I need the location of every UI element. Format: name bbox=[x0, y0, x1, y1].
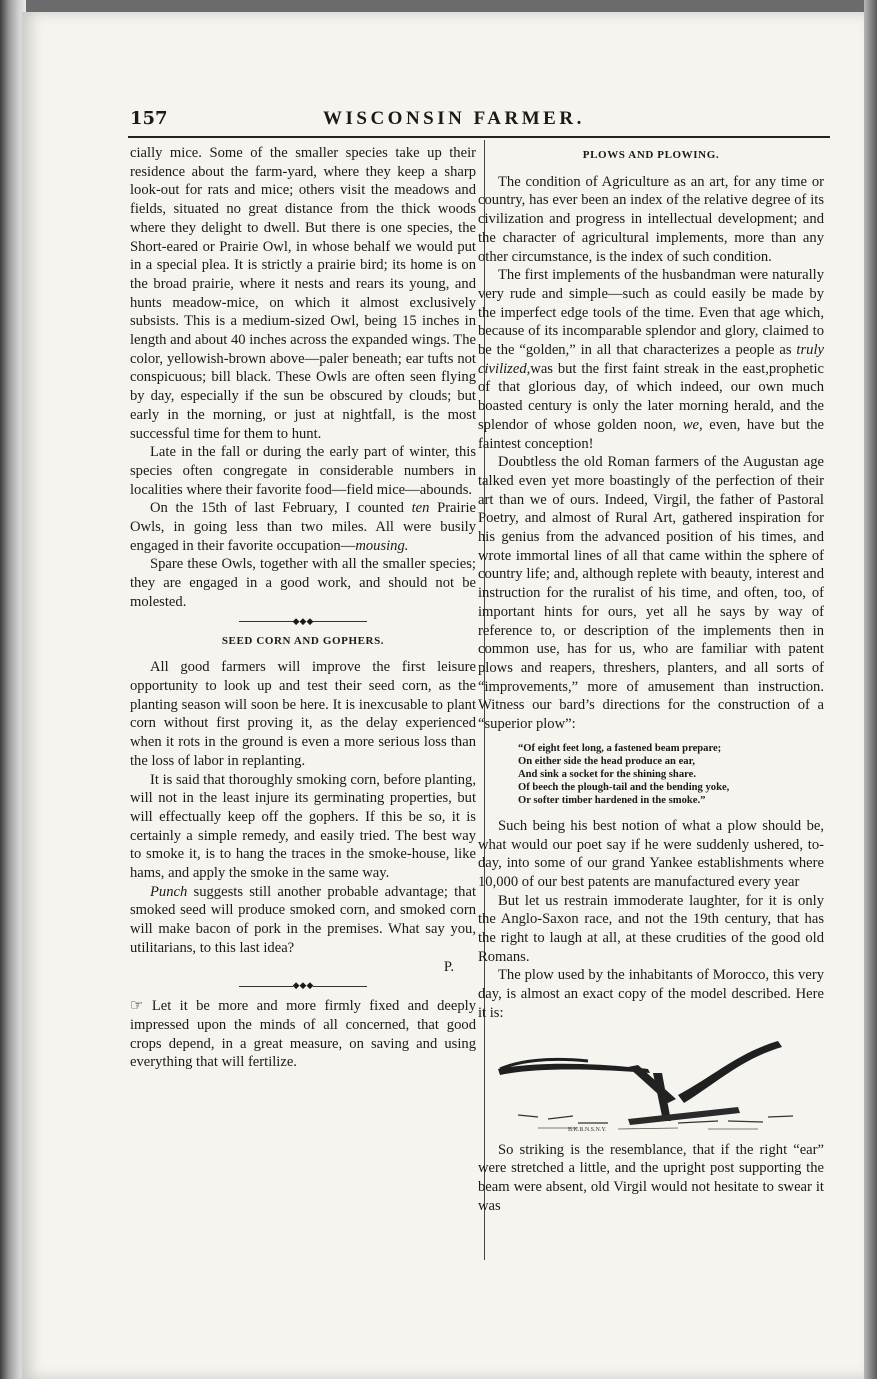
owl-paragraph-2: Late in the fall or during the early part of winter, this species often congregate in considerable numbers in localities where their favorite food—field mice—abounds. bbox=[130, 444, 476, 498]
plows-paragraph-2: The first implements of the husbandman were naturally very rude and simple—such as could easily be made by the imperfect edge tools of the time. Even that age which, because of its incomparable splendor and glory, claimed to be the “golden,” in all that characterizes a people as truly civilized,was but the first faint streak in the east,prophetic of that glorious day, of which indeed, our own much boasted century is only the later morning herald, and the splendor of whose golden noon, we, even, have but the faintest conception! bbox=[478, 267, 824, 452]
section-separator: ◆◆◆ bbox=[130, 616, 476, 626]
fertilize-paragraph: ☞ Let it be more and more firmly fixed and deeply impressed upon the minds of all concerned, that good crops depend, in a great measure, on saving and using everything that will fertilize. bbox=[130, 996, 476, 1071]
plows-paragraph-3: Doubtless the old Roman farmers of the Augustan age talked even yet more boastingly of the perfection of their art than we of ours. Indeed, Virgil, the father of Pastoral Poetry, and almost of Rural Art, gathered inspiration for his genius from the advanced position of his times, and wrote immortal lines of all that came within the sphere of country life; and, although replete with beauty, interest and instruction for the ruralist of his time, and often, too, of important hints for ours, yet all he says by way of reference to, or description of the implements then in common use, has for us, who are familiar with patent plows and reapers, threshers, planters, and all sorts of “improvements,” more of amusement than instruction. Witness our bard’s directions for the construction of a “superior plow”: bbox=[478, 454, 824, 733]
quote-line: And sink a socket for the shining share. bbox=[518, 768, 696, 780]
header-rule bbox=[128, 136, 830, 138]
owl-paragraph-1: cially mice. Some of the smaller species take up their residence about the farm-yard, where they keep a sharp look-out for rats and mice; others visit the meadows and fields, situated no great distance from the thick woods where they delight to dwell. But there is one species, the Short-eared or Prairie Owl, in whose behalf we would put in a special plea. It is strictly a prairie bird; its home is on the broad prairie, where it nests and rears its young, and hunts meadow-mice, on which it almost exclusively subsists. This is a medium-sized Owl, being 15 inches in length and about 40 inches across the expanded wings. The color, yellowish-brown above—paler beneath; ear tufts not conspicuous; bill black. These Owls are often seen flying by day, especially if the sun be obscured by clouds; but early in the morning, or just at nightfall, is the most successful time for them to hunt. bbox=[130, 145, 476, 442]
left-column bbox=[130, 144, 476, 1072]
seed-corn-paragraph-1: All good farmers will improve the first leisure opportunity to look up and test their seed corn, as the planting season will soon be here. It is inexcusable to plant corn without first proving it, as the delay experienced when it rots in the ground is even a more serious loss than the loss of labor in replanting. bbox=[130, 659, 476, 769]
journal-title: WISCONSIN FARMER. bbox=[323, 108, 585, 129]
heading-seed-corn: SEED CORN AND GOPHERS. bbox=[221, 634, 385, 647]
owl-paragraph-4: Spare these Owls, together with all the smaller species; they are engaged in a good work, and should not be molested. bbox=[130, 556, 476, 610]
moroccan-plow-illustration bbox=[478, 1033, 824, 1133]
virgil-quote bbox=[518, 742, 824, 807]
plows-paragraph-5: But let us restrain immoderate laughter, for it is only the Anglo-Saxon race, and not the 19th century, that has the right to laugh at all, at these crudities of the good old Romans. bbox=[478, 892, 824, 965]
right-column bbox=[478, 144, 824, 1215]
quote-line: On either side the head produce an ear, bbox=[518, 755, 695, 767]
quote-line: “Of eight feet long, a fastened beam prepare; bbox=[518, 742, 722, 754]
page-edge-shadow bbox=[864, 0, 877, 1379]
seed-corn-paragraph-2: It is said that thoroughly smoking corn, before planting, will not in the least injure its germinating properties, but will effectually keep off the gophers. If this be so, it is certainly a simple remedy, and easily tried. The best way to smoke it, is to hang the traces in the smoke-house, like hams, and apply the smoke in the same way. bbox=[130, 771, 476, 882]
quote-line: Of beech the plough-tail and the bending yoke, bbox=[518, 781, 730, 793]
running-head bbox=[130, 108, 830, 136]
pointing-hand-icon: ☞ bbox=[130, 996, 144, 1015]
plows-paragraph-4: Such being his best notion of what a plow should be, what would our poet say if he were suddenly ushered, to-day, into some of our grand Yankee establishments where 10,000 of our best patents are manufactured every year bbox=[478, 817, 824, 890]
heading-plows: PLOWS AND PLOWING. bbox=[582, 149, 720, 161]
author-signature: P. bbox=[443, 958, 454, 975]
page-number: 157 bbox=[130, 108, 168, 129]
seed-corn-paragraph-3: Punch suggests still another probable advantage; that smoked seed will produce smoked corn, and smoked corn will make bacon of pork in the premises. What say you, utilitarians, to this last idea? bbox=[130, 883, 476, 956]
quote-line: Or softer timber hardened in the smoke.” bbox=[518, 794, 706, 806]
figure-credit: B.K.B.N.S.N.Y. bbox=[568, 1126, 607, 1133]
plows-paragraph-7: So striking is the resemblance, that if the right “ear” were stretched a little, and the upright post supporting the beam were absent, old Virgil would not hesitate to swear it was bbox=[478, 1141, 824, 1214]
section-separator-2: ◆◆◆ bbox=[130, 980, 476, 990]
owl-paragraph-3: On the 15th of last February, I counted ten Prairie Owls, in going less than two miles. All were busily engaged in their favorite occupation—mousing. bbox=[130, 500, 476, 554]
plows-paragraph-1: The condition of Agriculture as an art, for any time or country, has ever been an index of the relative degree of its civilization and progress in intellectual development; and the character of agricultural implements, more than any other circumstance, is the index of such condition. bbox=[478, 173, 824, 265]
signature-line bbox=[130, 958, 476, 977]
plows-paragraph-6: The plow used by the inhabitants of Morocco, this very day, is almost an exact copy of the model described. Here it is: bbox=[478, 967, 824, 1021]
